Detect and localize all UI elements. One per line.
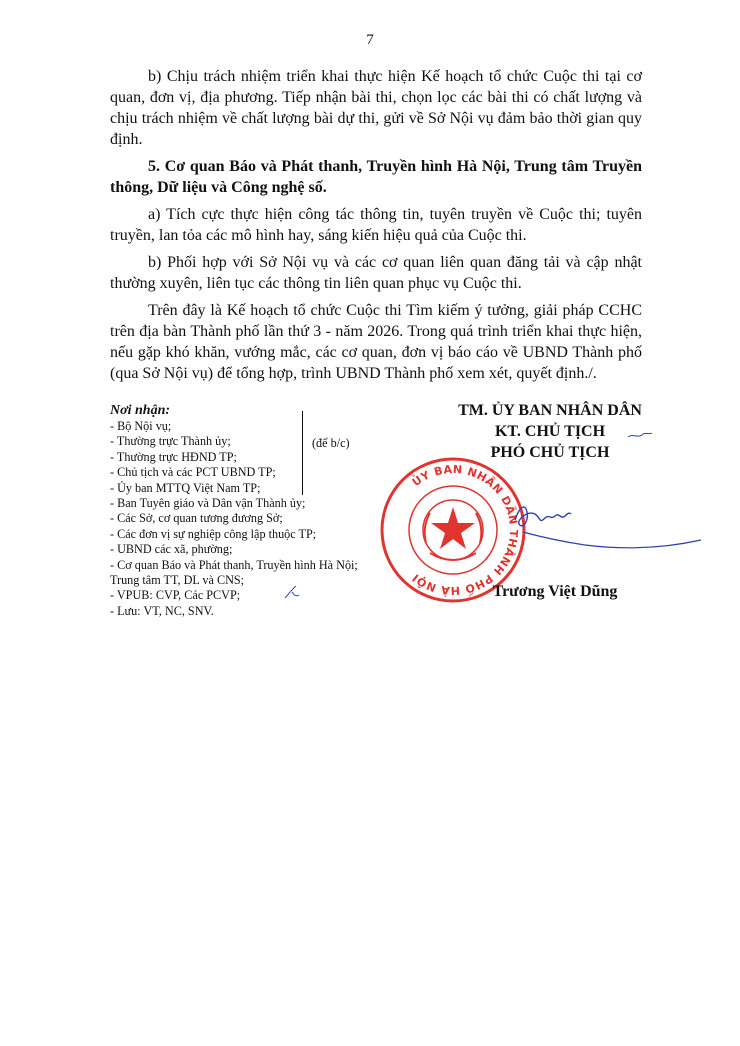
recipients-title: Nơi nhận: xyxy=(110,403,171,418)
recipient-item: - Bộ Nội vụ; xyxy=(110,419,172,433)
handwritten-signature-icon xyxy=(505,490,705,570)
recipient-item: Trung tâm TT, DL và CNS; xyxy=(110,573,245,588)
recipients-list xyxy=(110,403,410,619)
recipient-item: - Thường trực HĐND TP; xyxy=(110,449,237,464)
recipient-item: - Các đơn vị sự nghiệp công lập thuộc TP; xyxy=(110,526,317,541)
recipient-item: - UBND các xã, phường; xyxy=(110,542,233,557)
initial-mark-icon xyxy=(282,583,302,601)
signature-block xyxy=(400,400,700,463)
recipient-item: - Các Sở, cơ quan tương đương Sở; xyxy=(110,511,283,526)
closing-paragraph: Trên đây là Kế hoạch tổ chức Cuộc thi Tìm kiếm ý tưởng, giải pháp CCHC trên địa bàn Thành phố lần thứ 3 - năm 2026. Trong quá trình triển khai thực hiện, nếu gặp khó khăn, vướng mắc, các cơ quan, đơn vị báo cáo về UBND Thành phố (qua Sở Nội vụ) để tổng hợp, trình UBND Thành phố xem xét, quyết định./. xyxy=(110,302,642,382)
recipients-bracket xyxy=(302,411,303,495)
recipient-item: - VPUB: CVP, Các PCVP; xyxy=(110,588,241,603)
recipient-item: - Lưu: VT, NC, SNV. xyxy=(110,603,214,618)
page-number: 7 xyxy=(366,32,374,48)
signature-title-line1: TM. ỦY BAN NHÂN DÂN xyxy=(458,402,642,419)
recipient-item: - Thường trực Thành ủy; xyxy=(110,434,231,449)
paragraph: b) Chịu trách nhiệm triển khai thực hiện Kế hoạch tổ chức Cuộc thi tại cơ quan, đơn vị, địa phương. Tiếp nhận bài thi, chọn lọc các bài thi có chất lượng và chịu trách nhiệm về chất lượng bài dự thi, gửi về Sở Nội vụ đảm bảo thời gian quy định. xyxy=(110,68,642,148)
section-heading: 5. Cơ quan Báo và Phát thanh, Truyền hình Hà Nội, Trung tâm Truyền thông, Dữ liệu và Công nghệ số. xyxy=(110,158,642,196)
paragraph: b) Phối hợp với Sở Nội vụ và các cơ quan liên quan đăng tải và cập nhật thường xuyên, liên tục các thông tin liên quan phục vụ Cuộc thi. xyxy=(110,254,642,292)
recipient-item: - Ban Tuyên giáo và Dân vận Thành ủy; xyxy=(110,496,306,511)
recipient-item: - Cơ quan Báo và Phát thanh, Truyền hình Hà Nội; xyxy=(110,557,358,572)
recipient-item: - Chủ tịch và các PCT UBND TP; xyxy=(110,465,276,480)
signer-name: Trương Việt Dũng xyxy=(492,583,618,600)
signature-title-line2: KT. CHỦ TỊCH xyxy=(494,423,606,440)
svg-text:ỦY BAN NHÂN DÂN THÀNH PHỐ HÀ N: ỦY BAN NHÂN DÂN THÀNH PHỐ HÀ NỘI xyxy=(409,462,521,598)
recipient-item: - Ủy ban MTTQ Việt Nam TP; xyxy=(110,480,261,495)
recipients-note: (để b/c) xyxy=(312,436,350,450)
body-text xyxy=(110,66,642,390)
paragraph: a) Tích cực thực hiện công tác thông tin, tuyên truyền về Cuộc thi; tuyên truyền, lan tỏa các mô hình hay, sáng kiến hiệu quả của Cuộc thi. xyxy=(110,206,642,244)
signature-title-line3: PHÓ CHỦ TỊCH xyxy=(490,444,610,461)
